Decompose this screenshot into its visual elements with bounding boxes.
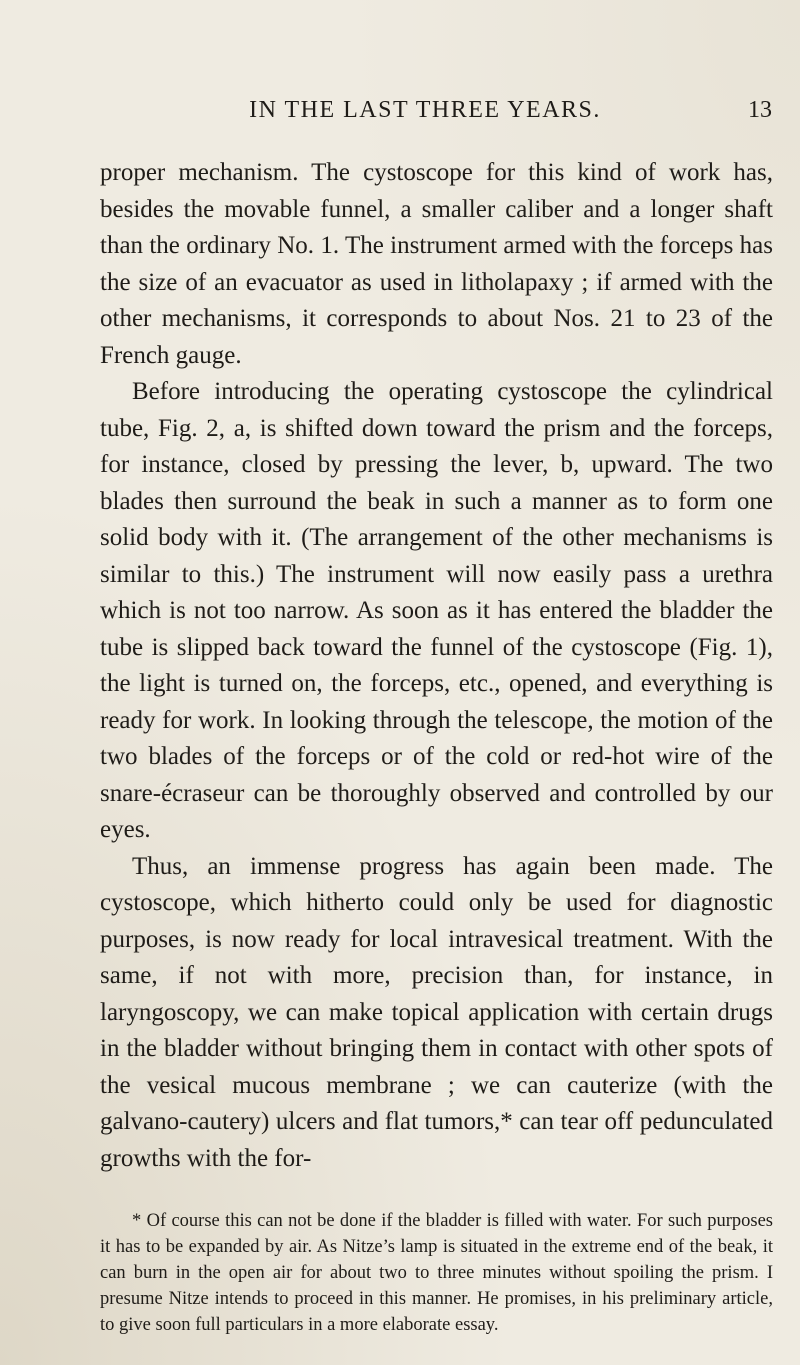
page-number: 13 — [748, 97, 772, 123]
paragraph-1: proper mechanism. The cystoscope for this kind of work has, besides the movable funnel, a smaller caliber and a longer shaft than the ordinary No. 1. The instrument armed with the forceps has the size of an evacuator as used in litholapaxy ; if armed with the other mechanisms, it corresponds to about Nos. 21 to 23 of the French gauge. — [100, 159, 773, 369]
paragraph-3: Thus, an immense progress has again been made. The cystoscope, which hitherto could only be used for diagnostic purposes, is now ready for local intravesical treatment. With the same, if not with more, precision than, for instance, in laryngoscopy, we can make topical application with certain drugs in the bladder without bringing them in contact with other spots of the vesical mucous membrane ; we can cauterize (with the galvano-cautery) ulcers and flat tumors,* can tear off pedunculated growths with the for- — [100, 852, 773, 1172]
body-text — [100, 155, 773, 1177]
footnote-text: * Of course this can not be done if the bladder is filled with water. For such purposes it has to be expanded by air. As Nitze’s lamp is situated in the extreme end of the beak, it can burn in the open air for about two to three minutes without spoiling the prism. I presume Nitze intends to proceed in this manner. He promises, in his preliminary article, to give soon full particulars in a more elaborate essay. — [100, 1211, 773, 1335]
footnote — [100, 1208, 773, 1338]
running-head-title: IN THE LAST THREE YEARS. — [249, 97, 601, 123]
running-head — [100, 97, 772, 127]
paragraph-2: Before introducing the operating cystoscope the cylindrical tube, Fig. 2, a, is shifted down toward the prism and the forceps, for instance, closed by pressing the lever, b, upward. The two blades then surround the beak in such a manner as to form one solid body with it. (The arrangement of the other mechanisms is similar to this.) The instrument will now easily pass a urethra which is not too narrow. As soon as it has entered the bladder the tube is slipped back toward the funnel of the cystoscope (Fig. 1), the light is turned on, the forceps, etc., opened, and everything is ready for work. In looking through the telescope, the motion of the two blades of the forceps or of the cold or red-hot wire of the snare-écraseur can be thoroughly observed and controlled by our eyes. — [100, 378, 773, 843]
